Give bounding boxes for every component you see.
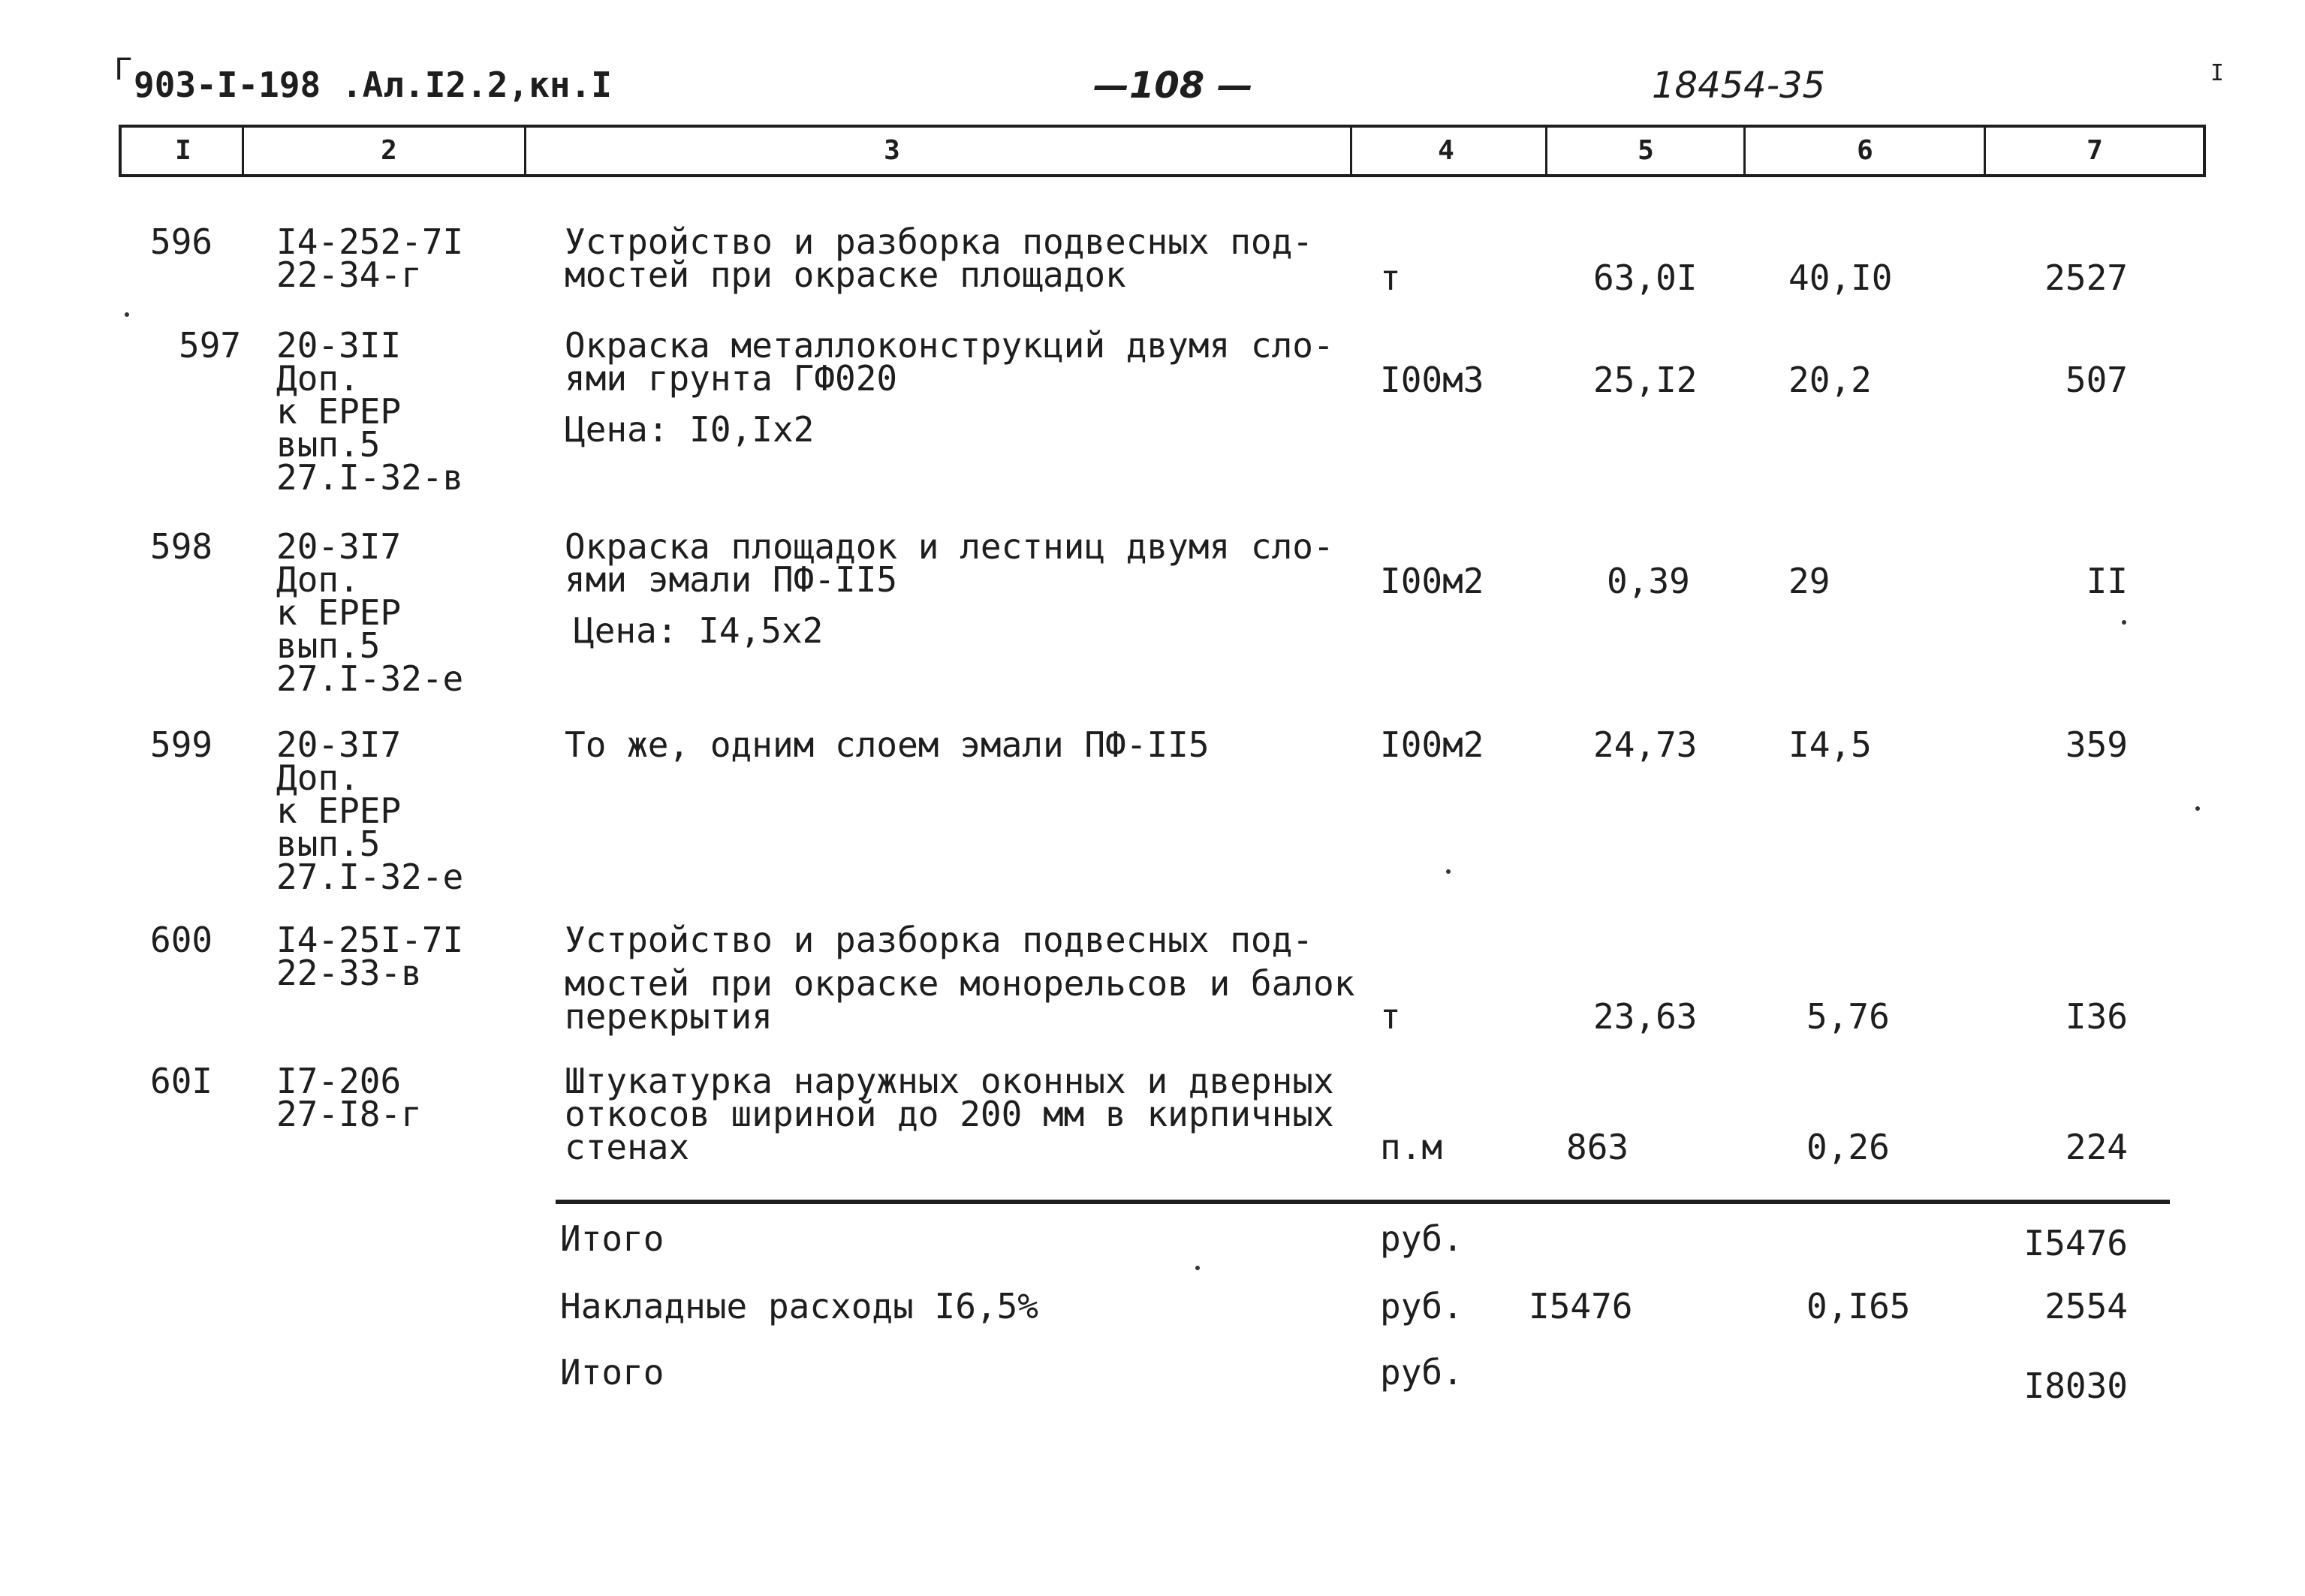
price-note: Цена: I0,Iх2 [565, 409, 815, 450]
row-number: 599 [150, 724, 213, 765]
scan-speck [1446, 869, 1451, 874]
row-number: 597 [179, 325, 242, 366]
total-cost: I8030 [2023, 1366, 2128, 1406]
page-number: —108 — [1093, 65, 1253, 107]
total-cost: 359 [2065, 724, 2128, 765]
summary-divider [556, 1200, 2170, 1204]
column-divider [1350, 128, 1352, 174]
total-cost: 2527 [2044, 257, 2128, 298]
scan-speck [2195, 806, 2200, 811]
archive-number: 18454-35 [1652, 65, 1826, 107]
work-description: Штукатурка наружных оконных и дверных откосов шириной до 200 мм в кирпичных стенах [565, 1061, 1334, 1167]
corner-mark: Г [114, 53, 133, 87]
quantity: 0,39 [1607, 561, 1690, 601]
price-note: Цена: I4,5х2 [574, 610, 824, 651]
total-cost: 2554 [2044, 1286, 2128, 1326]
total-cost: I36 [2065, 996, 2128, 1037]
column-divider [1984, 128, 1986, 174]
column-divider [524, 128, 526, 174]
column-number: 6 [1857, 135, 1873, 166]
unit: т [1380, 257, 1401, 298]
unit-price: 0,26 [1806, 1127, 1890, 1167]
quantity: 23,63 [1593, 996, 1698, 1037]
summary-label: Накладные расходы I6,5% [560, 1286, 1038, 1326]
summary-label: Итого [560, 1218, 664, 1259]
unit: руб. [1380, 1218, 1463, 1259]
row-number: 598 [150, 526, 213, 567]
edge-mark: I [2210, 60, 2225, 86]
norm-code: I4-252-7I 22-34-г [276, 221, 464, 295]
norm-code: 20-3II Доп. к ЕРЕР вып.5 27.I-32-в [276, 325, 464, 498]
scan-speck [2122, 620, 2126, 625]
column-number: 5 [1638, 135, 1654, 166]
work-description: Окраска площадок и лестниц двумя сло- ями эмали ПФ-II5 Цена: I4,5х2 [565, 526, 1334, 651]
column-number: 4 [1438, 135, 1454, 166]
row-number: 596 [150, 221, 213, 262]
unit-price: 5,76 [1806, 996, 1890, 1037]
norm-code: 20-3I7 Доп. к ЕРЕР вып.5 27.I-32-е [276, 724, 464, 897]
norm-code: 20-3I7 Доп. к ЕРЕР вып.5 27.I-32-е [276, 526, 464, 699]
quantity: I5476 [1529, 1286, 1633, 1326]
unit-price: 0,I65 [1806, 1286, 1911, 1326]
unit-price: 29 [1788, 561, 1830, 601]
total-cost: 224 [2065, 1127, 2128, 1167]
row-number: 600 [150, 920, 213, 960]
column-number: 2 [381, 135, 397, 166]
document-code: 903-I-198 .Ал.I2.2,кн.I [134, 65, 612, 105]
column-number: 3 [884, 135, 900, 166]
unit: т [1380, 996, 1401, 1037]
total-cost: I5476 [2023, 1223, 2128, 1263]
unit: I00м2 [1380, 561, 1484, 601]
scan-speck [1195, 1266, 1200, 1270]
work-description: Устройство и разборка подвесных под- мостей при окраске монорельсов и балок перекрытия [565, 920, 1355, 1037]
quantity: 863 [1566, 1127, 1629, 1167]
row-number: 60I [150, 1061, 213, 1101]
quantity: 63,0I [1593, 257, 1698, 298]
column-divider [242, 128, 244, 174]
column-header-row [119, 125, 2206, 177]
work-description: Окраска металлоконструкций двумя сло- ями грунта ГФ020 Цена: I0,Iх2 [565, 325, 1334, 450]
total-cost: II [2086, 561, 2128, 601]
column-divider [1545, 128, 1547, 174]
unit: п.м [1380, 1127, 1443, 1167]
unit: I00м3 [1380, 360, 1484, 400]
unit-price: 40,I0 [1788, 257, 1893, 298]
column-number: 7 [2087, 135, 2103, 166]
unit-price: I4,5 [1788, 724, 1872, 765]
work-description: То же, одним слоем эмали ПФ-II5 [565, 724, 1210, 765]
norm-code: I7-206 27-I8-г [276, 1061, 422, 1134]
norm-code: I4-25I-7I 22-33-в [276, 920, 464, 993]
column-number: I [175, 135, 191, 166]
column-divider [1743, 128, 1746, 174]
quantity: 24,73 [1593, 724, 1698, 765]
unit: руб. [1380, 1286, 1463, 1326]
scan-speck [125, 312, 129, 317]
unit: I00м2 [1380, 724, 1484, 765]
quantity: 25,I2 [1593, 360, 1698, 400]
total-cost: 507 [2065, 360, 2128, 400]
unit: руб. [1380, 1352, 1463, 1393]
summary-label: Итого [560, 1352, 664, 1393]
work-description: Устройство и разборка подвесных под- мостей при окраске площадок [565, 221, 1313, 295]
unit-price: 20,2 [1788, 360, 1872, 400]
